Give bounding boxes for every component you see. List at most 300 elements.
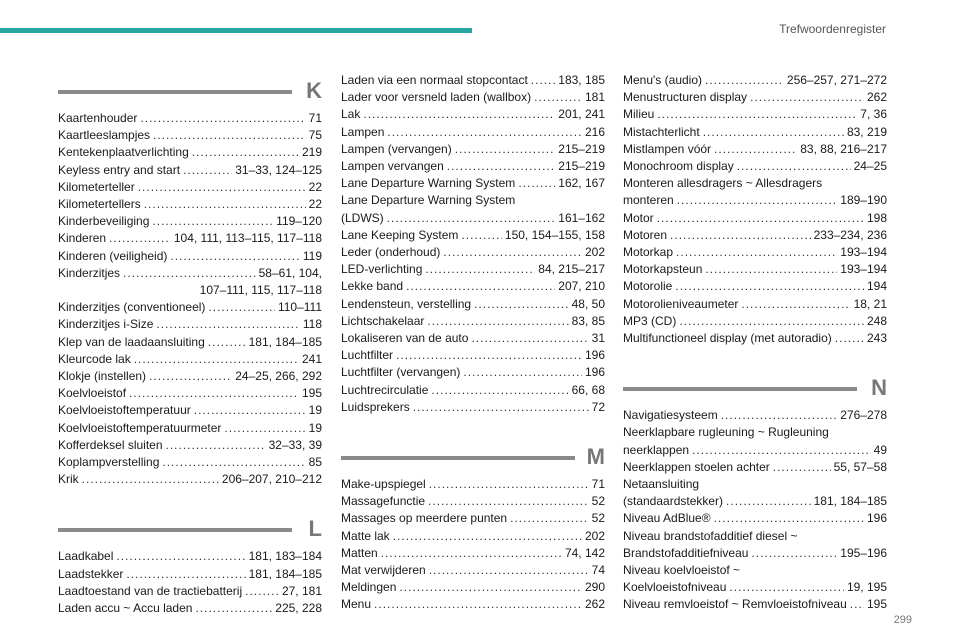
index-entry [341, 175, 605, 192]
index-entry [341, 476, 605, 493]
entry-pages: 189–190 [840, 193, 887, 208]
index-entry [341, 493, 605, 510]
index-entry [623, 442, 887, 459]
leader-dots [156, 316, 299, 333]
entry-pages: 71 [591, 477, 605, 492]
entry-pages: 19 [308, 403, 322, 418]
index-entry [623, 141, 887, 158]
entry-term: Niveau AdBlue® [623, 511, 711, 526]
entry-pages: 84, 215–217 [538, 262, 605, 277]
leader-dots [428, 493, 589, 510]
entry-pages: 262 [866, 90, 887, 105]
leader-dots [374, 596, 582, 613]
index-column-3 [623, 72, 887, 636]
leader-dots [703, 124, 844, 141]
index-section [623, 72, 887, 347]
index-entry [341, 313, 605, 330]
leader-dots [427, 313, 568, 330]
leader-dots [751, 545, 837, 562]
leader-dots [194, 402, 306, 419]
index-entry [341, 528, 605, 545]
leader-dots [116, 548, 245, 565]
section-header [58, 72, 322, 104]
entry-term: Koelvloeistofniveau [623, 580, 727, 595]
entry-pages: 74, 142 [564, 545, 605, 560]
entry-term: Koelvloeistoftemperatuurmeter [58, 420, 222, 435]
entry-pages: 58–61, 104, [258, 265, 322, 280]
entry-term: Luchtrecirculatie [341, 382, 429, 397]
index-entry [58, 179, 322, 196]
index-entry [341, 227, 605, 244]
index-entry [58, 265, 322, 299]
leader-dots [245, 583, 279, 600]
index-section [341, 438, 605, 614]
entry-term: (standaardstekker) [623, 494, 724, 509]
leader-dots [406, 278, 555, 295]
leader-dots [208, 334, 246, 351]
entry-pages: 110–111 [277, 300, 322, 315]
entry-term: Mistachterlicht [623, 124, 700, 139]
entry-term: Koelvloeistoftemperatuur [58, 403, 191, 418]
entry-term: Keyless entry and start [58, 162, 181, 177]
index-entry [623, 545, 887, 562]
entry-pages: 66, 68 [571, 382, 605, 397]
index-entry [341, 364, 605, 381]
index-entry [623, 175, 887, 192]
leader-dots [447, 158, 556, 175]
entry-term: Kinderbeveiliging [58, 214, 150, 229]
entry-pages: 196 [584, 365, 605, 380]
page-number: 299 [893, 614, 912, 626]
index-entry [341, 399, 605, 416]
leader-dots [425, 261, 535, 278]
leader-dots [393, 528, 582, 545]
entry-term: Kleurcode lak [58, 351, 131, 366]
entry-pages: 201, 241 [558, 107, 605, 122]
index-entry [58, 368, 322, 385]
entry-pages: 207, 210 [558, 279, 605, 294]
entry-term: (LDWS) [341, 210, 384, 225]
index-entry [623, 313, 887, 330]
leader-dots [413, 399, 589, 416]
entry-pages: 219 [301, 145, 322, 160]
leader-dots [195, 600, 272, 617]
entry-term: Kentekenplaatverlichting [58, 145, 189, 160]
index-entry [341, 382, 605, 399]
index-entry [623, 227, 887, 244]
index-entry [58, 402, 322, 419]
leader-dots [705, 72, 784, 89]
section-header [341, 438, 605, 470]
index-entry [341, 72, 605, 89]
leader-dots [208, 299, 275, 316]
entry-pages: 290 [584, 580, 605, 595]
index-entry [623, 562, 887, 579]
leader-dots [396, 347, 582, 364]
index-entry [341, 106, 605, 123]
leader-dots [518, 175, 555, 192]
index-entry [341, 296, 605, 313]
entry-term: Laadstekker [58, 566, 124, 581]
leader-dots [123, 265, 256, 282]
leader-dots [144, 196, 306, 213]
section-letter: K [306, 78, 322, 103]
leader-dots [773, 459, 831, 476]
leader-dots [657, 210, 864, 227]
index-column-1 [58, 72, 322, 639]
entry-pages: 202 [584, 245, 605, 260]
section-header [623, 369, 887, 401]
index-entry [623, 596, 887, 613]
index-entry [341, 347, 605, 364]
entry-term: Milieu [623, 107, 655, 122]
entry-term: Menu [341, 597, 372, 612]
entry-term: Lane Keeping System [341, 227, 459, 242]
leader-dots [705, 261, 837, 278]
entry-pages: 32–33, 39 [268, 437, 322, 452]
entry-term: Monochroom display [623, 159, 734, 174]
entry-pages: 183, 185 [558, 73, 605, 87]
entry-pages: 75 [308, 128, 322, 143]
leader-dots [126, 566, 245, 583]
entry-term: Mat verwijderen [341, 563, 426, 578]
entry-pages: 55, 57–58 [833, 459, 887, 474]
index-section [58, 510, 322, 617]
entry-pages: 193–194 [840, 262, 887, 277]
entry-term: Motor [623, 210, 654, 225]
index-entry [623, 106, 887, 123]
entry-term: Luchtfilter [341, 348, 394, 363]
section-divider [58, 90, 292, 94]
leader-dots [429, 476, 589, 493]
index-entry [58, 437, 322, 454]
section-divider [58, 528, 292, 532]
index-entry [623, 124, 887, 141]
entry-term: Laden via een normaal stopcontact [341, 73, 528, 87]
entry-pages: 162, 167 [558, 176, 605, 191]
entry-term: Kinderzitjes [58, 265, 121, 280]
entry-term: Kinderzitjes (conventioneel) [58, 300, 206, 315]
index-entry [623, 510, 887, 527]
entry-term: Menustructuren display [623, 90, 748, 105]
index-entry [623, 459, 887, 476]
leader-dots [721, 407, 838, 424]
entry-pages: 276–278 [840, 408, 887, 423]
leader-dots [471, 330, 588, 347]
index-entry [58, 548, 322, 565]
index-entry [341, 192, 605, 209]
index-entry [58, 248, 322, 265]
entry-pages: 31–33, 124–125 [235, 162, 322, 177]
index-entry [623, 579, 887, 596]
entry-term: Koelvloeistof [58, 386, 127, 401]
entry-term: Lichtschakelaar [341, 313, 425, 328]
entry-term: Laadkabel [58, 549, 114, 564]
leader-dots [835, 330, 864, 347]
index-entry [58, 471, 322, 488]
entry-term: Klep van de laadaansluiting [58, 334, 205, 349]
leader-dots [510, 510, 589, 527]
entry-term: Multifunctioneel display (met autoradio) [623, 331, 832, 346]
entry-pages: 49 [873, 442, 887, 457]
entry-pages: 202 [584, 528, 605, 543]
entry-term: Krik [58, 472, 79, 487]
leader-dots [850, 596, 864, 613]
entry-pages: 22 [308, 179, 322, 194]
entry-pages: 193–194 [840, 245, 887, 260]
entry-term: Lane Departure Warning System [341, 193, 516, 208]
entry-term: Lak [341, 107, 361, 122]
entry-pages: 85 [308, 455, 322, 470]
entry-term: Laadtoestand van de tractiebatterij [58, 583, 243, 598]
index-entry [623, 192, 887, 209]
entry-term: Neerklapbare rugleuning ~ Rugleuning [623, 425, 829, 440]
entry-term: Matte lak [341, 528, 390, 543]
entry-term: Mistlampen vóór [623, 141, 712, 156]
index-entry [623, 261, 887, 278]
entry-pages: 72 [591, 399, 605, 414]
leader-dots [714, 141, 797, 158]
entry-pages: 161–162 [558, 210, 605, 225]
entry-pages: 215–219 [558, 141, 605, 156]
entry-pages: 18, 21 [853, 296, 887, 311]
entry-pages: 7, 36 [860, 107, 887, 122]
leader-dots [750, 89, 864, 106]
entry-pages: 233–234, 236 [813, 227, 887, 242]
entry-term: Kaartenhouder [58, 111, 138, 125]
leader-dots [363, 106, 555, 123]
entry-pages: 83, 88, 216–217 [800, 141, 887, 156]
entry-term: Motorkapsteun [623, 262, 703, 277]
entry-pages: 19 [308, 420, 322, 435]
entry-term: Leder (onderhoud) [341, 245, 441, 260]
leader-dots [224, 420, 305, 437]
entry-term: Lampen vervangen [341, 159, 444, 174]
leader-dots [153, 127, 306, 144]
index-entry [623, 296, 887, 313]
entry-term: Niveau remvloeistof ~ Remvloeistofniveau [623, 597, 847, 612]
entry-pages-continued: 107–111, 115, 117–118 [199, 283, 322, 298]
entry-term: Meldingen [341, 580, 397, 595]
entry-term: Netaansluiting [623, 477, 700, 492]
index-column-2 [341, 72, 605, 636]
index-entry [58, 196, 322, 213]
section-divider [623, 387, 857, 391]
entry-pages: 181, 183–184 [248, 549, 322, 564]
leader-dots [149, 368, 232, 385]
entry-term: Kinderzitjes i-Size [58, 317, 154, 332]
entry-term: Kinderen [58, 231, 107, 246]
index-entry [341, 89, 605, 106]
entry-term: Lekke band [341, 279, 404, 294]
entry-pages: 243 [866, 331, 887, 346]
index-entry [58, 162, 322, 179]
entry-pages: 52 [591, 494, 605, 509]
entry-term: Kinderen (veiligheid) [58, 248, 168, 263]
index-entry [341, 278, 605, 295]
index-entry [623, 89, 887, 106]
index-entry [58, 213, 322, 230]
index-entry [623, 424, 887, 441]
leader-dots [531, 72, 555, 89]
index-entry [341, 596, 605, 613]
entry-term: Motorolieniveaumeter [623, 296, 739, 311]
header-accent-bar [0, 28, 472, 33]
section-letter: L [308, 516, 322, 542]
entry-term: Monteren allesdragers ~ Allesdragers [623, 176, 823, 191]
entry-term: monteren [623, 193, 674, 208]
index-entry [341, 124, 605, 141]
index-entry [58, 566, 322, 583]
index-entry [623, 407, 887, 424]
leader-dots [737, 158, 851, 175]
leader-dots [443, 244, 582, 261]
leader-dots [534, 89, 582, 106]
entry-pages: 216 [584, 124, 605, 139]
entry-pages: 196 [584, 348, 605, 363]
index-entry [58, 420, 322, 437]
section-letter: M [586, 444, 605, 470]
index-entry [58, 334, 322, 351]
entry-pages: 181, 184–185 [248, 334, 322, 349]
entry-pages: 27, 181 [281, 583, 322, 598]
entry-pages: 22 [308, 197, 322, 212]
leader-dots [463, 364, 582, 381]
entry-pages: 83, 85 [571, 313, 605, 328]
index-entry [623, 72, 887, 89]
leader-dots [729, 579, 844, 596]
index-entry [623, 158, 887, 175]
entry-pages: 262 [584, 597, 605, 612]
leader-dots [679, 313, 864, 330]
index-section [58, 72, 322, 488]
index-entry [623, 476, 887, 493]
entry-term: Massages op meerdere punten [341, 511, 508, 526]
leader-dots [431, 382, 568, 399]
leader-dots [741, 296, 850, 313]
index-entry [58, 316, 322, 333]
leader-dots [162, 454, 305, 471]
leader-dots [166, 437, 266, 454]
entry-pages: 52 [591, 511, 605, 526]
leader-dots [670, 227, 811, 244]
section-divider [341, 456, 575, 460]
leader-dots [455, 141, 556, 158]
leader-dots [676, 244, 837, 261]
leader-dots [461, 227, 501, 244]
entry-term: Motorolie [623, 279, 673, 294]
section-letter: N [871, 375, 887, 401]
index-entry [58, 600, 322, 617]
leader-dots [170, 248, 299, 265]
index-entry [623, 330, 887, 347]
leader-dots [387, 124, 582, 141]
entry-term: Motorkap [623, 245, 674, 260]
entry-pages: 206–207, 210–212 [221, 472, 322, 487]
leader-dots [138, 179, 306, 196]
leader-dots [657, 106, 857, 123]
index-entry [341, 141, 605, 158]
entry-pages: 118 [302, 317, 322, 332]
entry-pages: 196 [866, 511, 887, 526]
entry-pages: 119 [302, 248, 322, 263]
leader-dots [677, 192, 838, 209]
index-entry [341, 510, 605, 527]
index-entry [58, 127, 322, 144]
entry-term: Kaartleeslampjes [58, 128, 151, 143]
index-entry [341, 562, 605, 579]
leader-dots [429, 562, 589, 579]
leader-dots [714, 510, 864, 527]
index-entry [341, 261, 605, 278]
entry-pages: 83, 219 [846, 124, 887, 139]
entry-pages: 119–120 [276, 214, 322, 229]
entry-pages: 256–257, 271–272 [786, 73, 887, 87]
entry-pages: 248 [866, 313, 887, 328]
index-entry [58, 144, 322, 161]
entry-term: Lendensteun, verstelling [341, 296, 472, 311]
entry-term: Koplampverstelling [58, 455, 160, 470]
entry-term: Lane Departure Warning System [341, 176, 516, 191]
entry-pages: 74 [591, 563, 605, 578]
entry-pages: 150, 154–155, 158 [504, 227, 605, 242]
entry-term: Lader voor versneld laden (wallbox) [341, 90, 532, 105]
entry-pages: 31 [591, 331, 605, 346]
index-entry [58, 583, 322, 600]
entry-pages: 48, 50 [571, 296, 605, 311]
index-entry [58, 454, 322, 471]
entry-pages: 181 [584, 90, 605, 105]
index-entry [623, 244, 887, 261]
entry-term: Kilometerteller [58, 179, 135, 194]
leader-dots [134, 351, 299, 368]
entry-term: Make-upspiegel [341, 477, 426, 492]
index-entry [58, 230, 322, 247]
entry-pages: 215–219 [558, 159, 605, 174]
entry-term: Kilometertellers [58, 197, 141, 212]
leader-dots [692, 442, 871, 459]
leader-dots [381, 545, 562, 562]
leader-dots [726, 493, 811, 510]
index-section [623, 369, 887, 613]
entry-term: Motoren [623, 227, 668, 242]
entry-term: Luidsprekers [341, 399, 410, 414]
entry-term: Menu's (audio) [623, 73, 702, 87]
section-header [58, 510, 322, 542]
leader-dots [152, 213, 273, 230]
index-entry [623, 278, 887, 295]
entry-pages: 24–25 [853, 159, 887, 174]
entry-term: Lampen (vervangen) [341, 141, 452, 156]
leader-dots [140, 110, 305, 127]
entry-term: Niveau brandstofadditief diesel ~ [623, 528, 798, 543]
index-entry [341, 244, 605, 261]
entry-term: Klokje (instellen) [58, 369, 147, 384]
entry-pages: 19, 195 [846, 580, 887, 595]
entry-term: Kofferdeksel sluiten [58, 437, 163, 452]
entry-term: Laden accu ~ Accu laden [58, 601, 193, 616]
entry-term: LED-verlichting [341, 262, 423, 277]
entry-pages: 195–196 [840, 545, 887, 560]
index-section [341, 72, 605, 416]
entry-term: Matten [341, 545, 378, 560]
entry-pages: 241 [301, 351, 322, 366]
index-entry [341, 210, 605, 227]
entry-term: Massagefunctie [341, 494, 426, 509]
leader-dots [675, 278, 864, 295]
index-entry [58, 299, 322, 316]
entry-pages: 194 [866, 279, 887, 294]
